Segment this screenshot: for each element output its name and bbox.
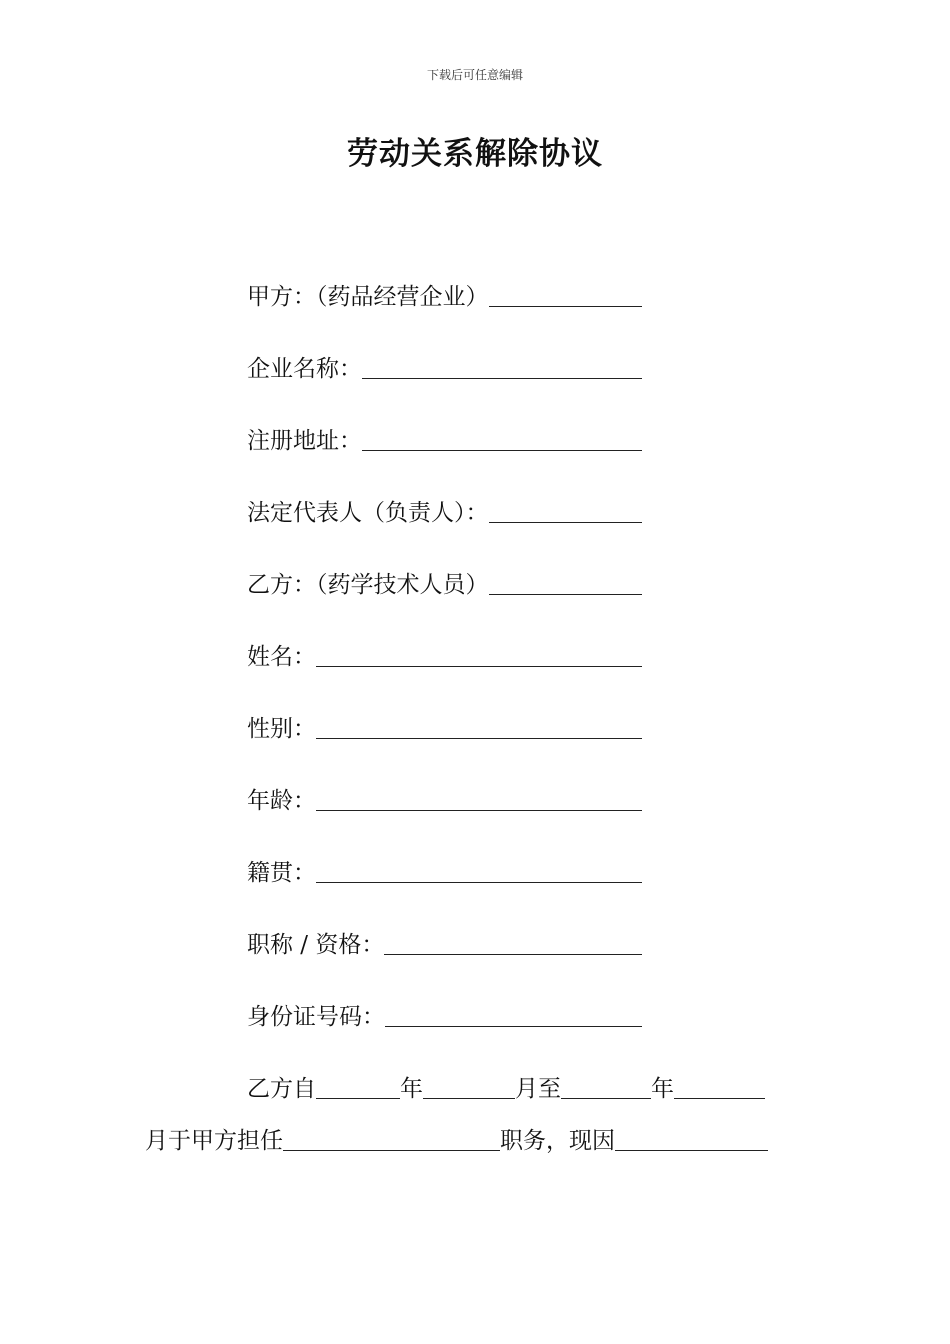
blank-line [316, 666, 642, 667]
company-name-field [247, 349, 642, 383]
blank-line [423, 1098, 515, 1099]
blank-line [316, 810, 642, 811]
blank-line [362, 450, 642, 451]
paragraph-line-2 [145, 1121, 768, 1155]
name-field [247, 637, 642, 671]
paragraph-text: 年 [651, 1076, 674, 1102]
blank-line [385, 1026, 642, 1027]
blank-line [489, 522, 643, 523]
field-label: 甲方：（药品经营企业） [247, 284, 489, 310]
blank-line [283, 1150, 500, 1151]
field-label: 企业名称： [247, 356, 362, 382]
paragraph-text: 乙方自 [247, 1076, 316, 1102]
blank-line [615, 1150, 768, 1151]
blank-line [316, 1098, 400, 1099]
document-title: 劳动关系解除协议 [347, 136, 603, 172]
field-label: 法定代表人（负责人）： [247, 500, 489, 526]
field-label: 姓名： [247, 644, 316, 670]
field-label: 乙方：（药学技术人员） [247, 572, 489, 598]
paragraph-line-1 [247, 1069, 765, 1103]
blank-line [674, 1098, 765, 1099]
field-label: 身份证号码： [247, 1004, 385, 1030]
paragraph-text: 月至 [515, 1076, 561, 1102]
title-qualification-field [247, 925, 642, 959]
registered-address-field [247, 421, 642, 455]
blank-line [316, 882, 642, 883]
paragraph-text: 年 [400, 1076, 423, 1102]
gender-field [247, 709, 642, 743]
field-label: 职称 / 资格： [247, 932, 385, 958]
native-place-field [247, 853, 642, 887]
field-label: 注册地址： [247, 428, 362, 454]
legal-representative-field [247, 493, 642, 527]
party-b-field [247, 565, 642, 599]
field-label: 性别： [247, 716, 316, 742]
header-note: 下载后可任意编辑 [426, 68, 523, 82]
blank-line [561, 1098, 651, 1099]
id-number-field [247, 997, 642, 1031]
blank-line [489, 594, 643, 595]
blank-line [384, 954, 642, 955]
party-a-field [247, 277, 642, 311]
age-field [247, 781, 642, 815]
paragraph-text: 月于甲方担任 [145, 1128, 283, 1154]
field-label: 籍贯： [247, 860, 316, 886]
paragraph-text: 职务，现因 [500, 1128, 615, 1154]
blank-line [362, 378, 642, 379]
field-label: 年龄： [247, 788, 316, 814]
blank-line [316, 738, 642, 739]
blank-line [489, 306, 643, 307]
